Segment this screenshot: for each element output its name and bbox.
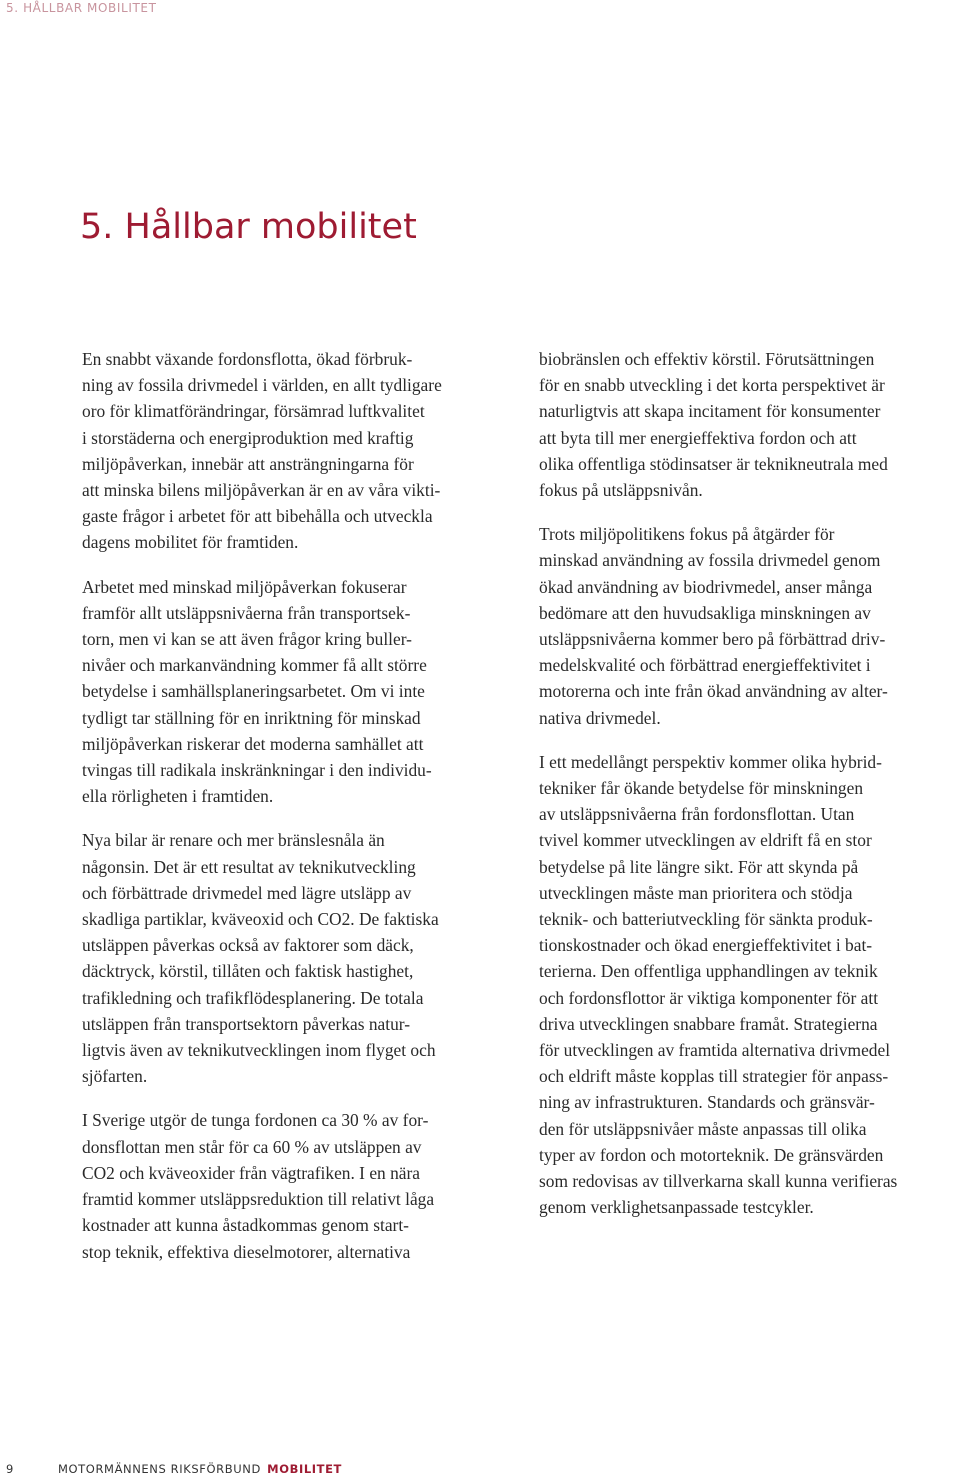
- body-paragraph: En snabbt växande fordonsflotta, ökad förbruk- ning av fossila drivmedel i världen, en allt tydligare oro för klimatförändringar, försämrad luftkvalitet i storstäderna och energiproduktion med kraftig miljöpåverkan, innebär att ansträngningarna för att minska bilens miljöpåverkan är en av våra vikti- gaste frågor i arbetet för att bibehålla och utveckla dagens mobilitet för framtiden.: [82, 349, 442, 553]
- body-paragraph: I ett medellångt perspektiv kommer olika hybrid- tekniker får ökande betydelse för minskningen av utsläppsnivåerna från fordonsflottan. Utan tvivel kommer utvecklingen av eldrift få en stor betydelse på lite längre sikt. För att skynda på utvecklingen måste man prioritera och stödja teknik- och batteriutveckling för sänkta produk- tionskostnader och ökad energieffektivitet i bat- terierna. Den offentliga upphandlingen av teknik och fordonsflottor är viktiga komponenter för att driva utvecklingen snabbare framåt. Strategierna för utvecklingen av framtida alternativa drivmedel och eldrift måste kopplas till strategier för anpass- ning av infrastrukturen. Standards och gränsvär- den för utsläppsnivåer måste anpassas till olika typer av fordon och motorteknik. De gränsvärden som redovisas av tillverkarna skall kunna verifieras genom verklighetsanpassade testcykler.: [539, 751, 898, 1218]
- footer-publisher: [58, 1462, 342, 1476]
- publisher-name: MOTORMÄNNENS RIKSFÖRBUND: [58, 1462, 261, 1476]
- publication-name: MOBILITET: [267, 1462, 342, 1476]
- page-number: 9: [6, 1462, 14, 1476]
- body-paragraph: Arbetet med minskad miljöpåverkan fokuserar framför allt utsläppsnivåerna från transportsek- torn, men vi kan se att även frågor kring buller- nivåer och markanvändning kommer få allt större betydelse i samhällsplaneringsarbetet. Om vi inte tydligt tar ställning för en inriktning för minskad miljöpåverkan riskerar det moderna samhället att tvingas till radikala inskränkningar i den individu- ella rörligheten i framtiden.: [82, 576, 432, 807]
- page-title: 5. Hållbar mobilitet: [80, 207, 417, 247]
- body-paragraph: biobränslen och effektiv körstil. Förutsättningen för en snabb utveckling i det korta perspektivet är naturligtvis att skapa incitament för konsumenter att byta till mer energieffektiva fordon och att olika offentliga stödinsatser är teknikneutrala med fokus på utsläppsnivån.: [539, 349, 888, 501]
- right-column: [539, 346, 957, 1239]
- body-paragraph: I Sverige utgör de tunga fordonen ca 30 % av for- donsflottan men står för ca 60 % av utsläppen av CO2 och kväveoxider från vägtrafiken. I en nära framtid kommer utsläppsreduktion till relativt låga kostnader att kunna åstadkommas genom start- stop teknik, effektiva dieselmotorer, alternativa: [82, 1110, 435, 1262]
- body-paragraph: Nya bilar är renare och mer bränslesnåla än någonsin. Det är ett resultat av teknikutveckling och förbättrade drivmedel med lägre utsläpp av skadliga partiklar, kväveoxid och CO2. De faktiska utsläppen påverkas också av faktorer som däck, däcktryck, körstil, tillåten och faktisk hastighet, trafikledning och trafikflödesplanering. De totala utsläppen från transportsektorn påverkas natur- ligtvis även av teknikutvecklingen inom flyget och sjöfarten.: [82, 830, 439, 1087]
- left-column: [82, 346, 514, 1283]
- running-header: 5. HÅLLBAR MOBILITET: [6, 1, 157, 15]
- body-paragraph: Trots miljöpolitikens fokus på åtgärder för minskad användning av fossila drivmedel genom ökad användning av biodrivmedel, anser många bedömare att den huvudsakliga minskningen av utsläppsnivåerna kommer bero på förbättrad driv- medelskvalité och förbättrad energieffektivitet i motorerna och inte från ökad användning av alter- nativa drivmedel.: [539, 524, 888, 728]
